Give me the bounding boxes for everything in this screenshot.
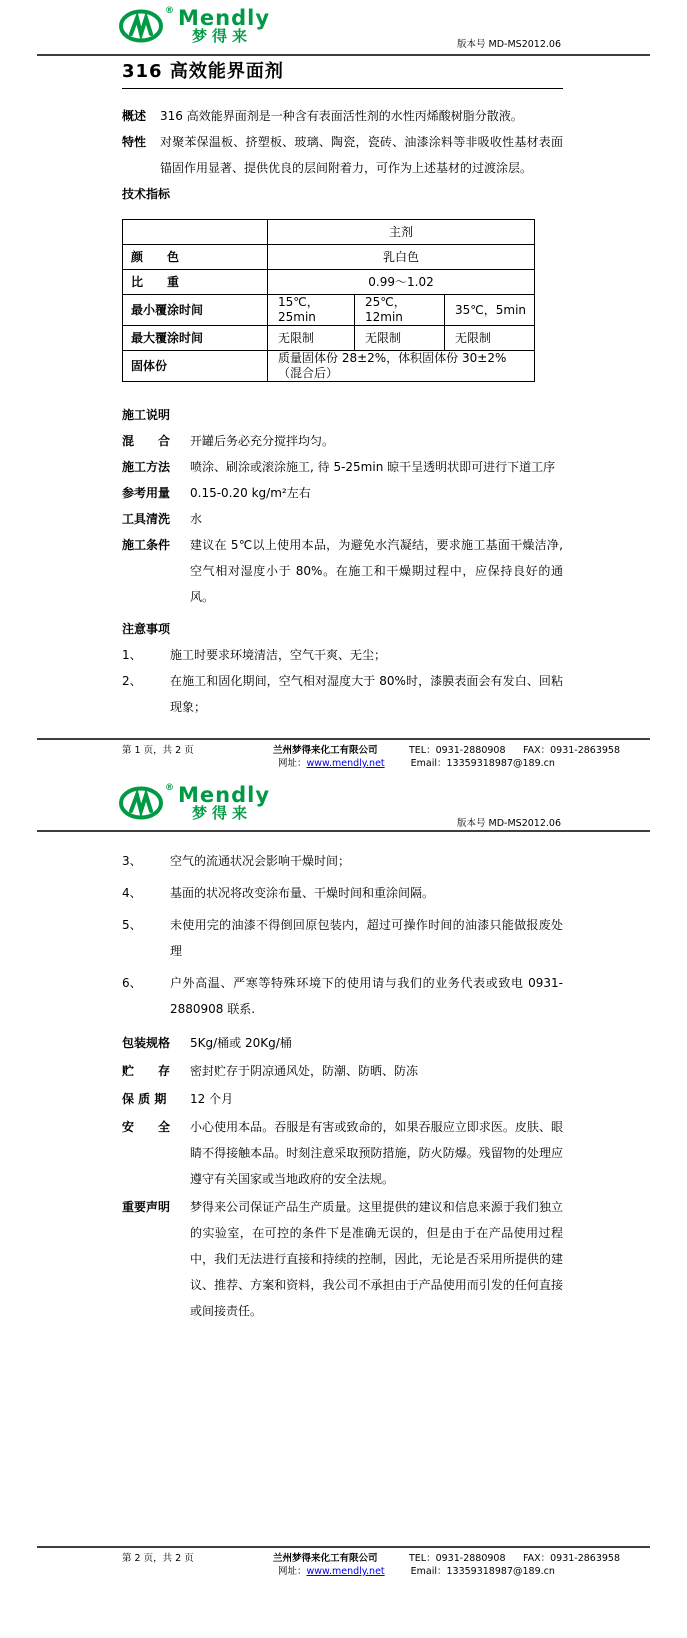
footer-line2: [278, 757, 650, 770]
table-row: 比 重 0.99～1.02: [123, 270, 535, 295]
brand-name-en: Mendly: [178, 783, 271, 807]
footer-tel: TEL：0931-2880908: [409, 1553, 506, 1564]
registered-mark: ®: [165, 6, 174, 16]
company-name: 兰州梦得来化工有限公司: [273, 745, 378, 756]
footer-line1: [122, 744, 650, 757]
footer-fax: FAX：0931-2863958: [523, 745, 621, 756]
construction-row-mixing: 混 合 开罐后务必充分搅拌均匀。: [122, 434, 335, 448]
info-row-packaging: 包装规格 5Kg/桶或 20Kg/桶: [122, 1036, 292, 1050]
table-row: 颜 色 乳白色: [123, 245, 535, 270]
page-title: 316 高效能界面剂: [122, 61, 284, 82]
page1-content: [122, 58, 563, 720]
footer-email: Email：13359318987@189.cn: [410, 758, 555, 769]
table-row: [123, 220, 535, 245]
construction-row-method: 施工方法 喷涂、刷涂或滚涂施工, 待 5-25min 晾干呈透明状即可进行下道工序: [122, 460, 556, 474]
page-number: 第 1 页，共 2 页: [122, 745, 194, 756]
product-info-rows: [122, 1030, 563, 1324]
page-number: 第 2 页，共 2 页: [122, 1553, 194, 1564]
table-row: 固体份 质量固体份 28±2%，体积固体份 30±2%（混合后）: [123, 351, 535, 382]
features-row: [122, 129, 563, 181]
construction-row-cleaning: 工具清洗 水: [122, 512, 203, 526]
page-1: [0, 0, 687, 775]
website-label: 网址：: [278, 1566, 307, 1577]
note-item: 1、 施工时要求环境清洁，空气干爽、无尘；: [122, 648, 387, 662]
version-label: 版本号 MD-MS2012.06: [457, 39, 561, 50]
header-divider: [37, 54, 650, 56]
page2-content: [122, 848, 563, 1326]
info-row-disclaimer: 重要声明 梦得来公司保证产品生产质量。这里提供的建议和信息来源于我们独立的实验室，在可控的条件下是准确无误的，但是由于在产品使用过程中，我们无法进行直接和持续的控制，因此，无论是否采用所提供的建议、推荐、方案和资料，我公司不承担由于产品使用而引发的任何直接或间接责任。: [122, 1200, 563, 1318]
note-item: 2、 在施工和固化期间，空气相对湿度大于 80%时，漆膜表面会有发白、回粘现象；: [122, 674, 563, 714]
footer-website: [278, 1565, 385, 1578]
table-row: 最小覆涂时间 15℃，25min 25℃，12min 35℃，5min: [123, 295, 535, 326]
brand-name-en: Mendly: [178, 6, 271, 30]
features-text: 对聚苯保温板、挤塑板、玻璃、陶瓷，瓷砖、油漆涂料等非吸收性基材表面锚固作用显著、提供优良的层间附着力，可作为上述基材的过渡涂层。: [160, 135, 563, 175]
info-row-shelf-life: 保 质 期 12 个月: [122, 1092, 234, 1106]
overview-row: [122, 103, 563, 129]
note-item: 5、 未使用完的油漆不得倒回原包装内，超过可操作时间的油漆只能做报废处理: [122, 918, 563, 958]
tech-specs-heading: 技术指标: [122, 187, 171, 201]
website-link[interactable]: www.mendly.net: [306, 1566, 385, 1577]
construction-heading: 施工说明: [122, 408, 171, 422]
version-label: 版本号 MD-MS2012.06: [457, 818, 561, 829]
footer-fax: FAX：0931-2863958: [523, 1553, 621, 1564]
company-name: 兰州梦得来化工有限公司: [273, 1553, 378, 1564]
page1-footer: [37, 738, 650, 770]
footer-email: Email：13359318987@189.cn: [410, 1566, 555, 1577]
title-divider: [122, 88, 563, 89]
note-item: 3、 空气的流通状况会影响干燥时间；: [122, 854, 351, 868]
notes-heading: 注意事项: [122, 622, 171, 636]
footer-line1: [122, 1552, 650, 1565]
info-row-safety: 安 全 小心使用本品。吞服是有害或致命的，如果吞服应立即求医。皮肤、眼睛不得接触本品。时刻注意采取预防措施，防火防爆。残留物的处理应遵守有关国家或当地政府的安全法规。: [122, 1120, 563, 1186]
footer-tel: TEL：0931-2880908: [409, 745, 506, 756]
overview-text: 316 高效能界面剂是一种含有表面活性剂的水性丙烯酸树脂分散液。: [160, 109, 523, 123]
brand-name-cn: 梦得来: [192, 804, 253, 822]
features-label: 特性: [122, 135, 147, 149]
overview-label: 概述: [122, 109, 147, 123]
footer-line2: [278, 1565, 650, 1578]
construction-row-conditions: 施工条件 建议在 5℃以上使用本品，为避免水汽凝结，要求施工基面干燥洁净, 空气相对湿度小于 80%。在施工和干燥期过程中，应保持良好的通风。: [122, 538, 563, 604]
table-row: 最大覆涂时间 无限制 无限制 无限制: [123, 326, 535, 351]
table-col-header: 主剂: [268, 220, 535, 245]
registered-mark: ®: [165, 783, 174, 793]
brand-name-cn: 梦得来: [192, 27, 253, 45]
construction-row-usage: 参考用量 0.15-0.20 kg/m²左右: [122, 486, 311, 500]
note-item: 6、 户外高温、严寒等特殊环境下的使用请与我们的业务代表或致电 0931-2880908 联系.: [122, 976, 563, 1016]
footer-website: [278, 757, 385, 770]
website-link[interactable]: www.mendly.net: [306, 758, 385, 769]
page-2: [0, 775, 687, 1638]
info-row-storage: 贮 存 密封贮存于阴凉通风处，防潮、防晒、防冻: [122, 1064, 419, 1078]
website-label: 网址：: [278, 758, 307, 769]
page2-footer: [37, 1546, 650, 1578]
header-divider: [37, 830, 650, 832]
tech-specs-table: [122, 219, 535, 382]
note-item: 4、 基面的状况将改变涂布量、干燥时间和重涂间隔。: [122, 886, 435, 900]
